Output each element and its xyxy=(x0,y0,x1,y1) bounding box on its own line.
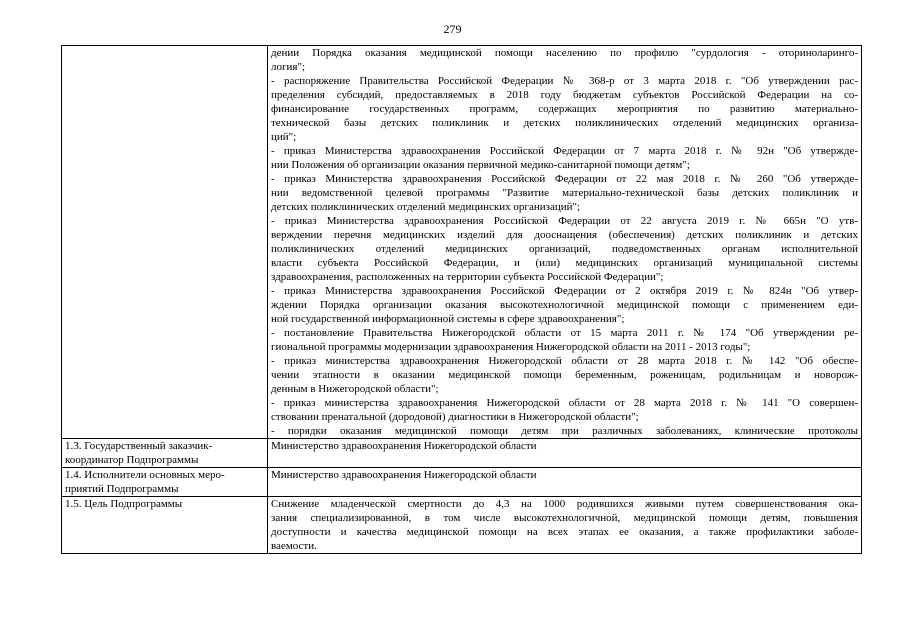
row-content-line: нии Положения об организации оказания первичной медико-санитарной помощи детям"; xyxy=(271,159,690,171)
row-content-line: зания специализированной, в том числе высокотехнологичной, медицинской помощи детям, повышения xyxy=(271,512,858,524)
row-content-line: дении Порядка оказания медицинской помощи населению по профилю "сурдология - оториноларинго- xyxy=(271,47,858,59)
row-content-cell xyxy=(268,439,862,468)
page-number: 279 xyxy=(443,22,462,36)
row-content-line: технической базы детских поликлиник и детских поликлинических отделений медицинских организа- xyxy=(271,117,858,129)
row-label-cell xyxy=(62,497,268,554)
row-content-line: ствовании пренатальной (дородовой) диагностики в Нижегородской области"; xyxy=(271,411,639,423)
row-content-line: здравоохранения, расположенных на территории субъекта Российской Федерации"; xyxy=(271,271,664,283)
row-label-line: приятий Подпрограммы xyxy=(65,483,179,495)
table-row xyxy=(62,46,862,439)
row-content-line: доступности и качества медицинской помощи на всех этапах ее оказания, а также профилактики заболе- xyxy=(271,526,858,538)
row-label-line: координатор Подпрограммы xyxy=(65,454,199,466)
row-content-line: чении этапности в оказании медицинской помощи беременным, роженицам, родильницам и новорож- xyxy=(271,369,858,381)
row-label-cell xyxy=(62,439,268,468)
row-content-line: - приказ Министерства здравоохранения Российской Федерации от 7 марта 2018 г. № 92н "Об утвержде- xyxy=(271,145,858,157)
row-content-line: ной государственной информационной системы в сфере здравоохранения"; xyxy=(271,313,625,325)
row-content-line: поликлинических отделений медицинских организаций, подведомственных органам исполнительной xyxy=(271,243,858,255)
subprogram-passport-table xyxy=(61,45,862,554)
row-label-cell xyxy=(62,468,268,497)
row-content-line: верждении перечня медицинских изделий для дооснащения (обеспечения) детских поликлиник и детских xyxy=(271,229,858,241)
row-content-line: - распоряжение Правительства Российской Федерации № 368-р от 3 марта 2018 г. "Об утверждении рас- xyxy=(271,75,858,87)
row-content-cell xyxy=(268,497,862,554)
row-content-line: - приказ Министерства здравоохранения Российской Федерации от 2 октября 2019 г. № 824н "Об утвер- xyxy=(271,285,858,297)
table-row xyxy=(62,439,862,468)
row-content-line: ций"; xyxy=(271,131,297,143)
row-content-line: - приказ Министерства здравоохранения Российской Федерации от 22 мая 2018 г. № 260 "Об утвержде- xyxy=(271,173,858,185)
row-content-line: власти субъекта Российской Федерации, и (или) медицинских организаций муниципальной системы xyxy=(271,257,858,269)
row-label-cell xyxy=(62,46,268,439)
row-content-line: - порядки оказания медицинской помощи детям при различных заболеваниях, клинические протоколы xyxy=(271,425,858,437)
row-content-line: Снижение младенческой смертности до 4,3 на 1000 родившихся живыми путем совершенствования ока- xyxy=(271,498,858,510)
row-content-line: ваемости. xyxy=(271,540,317,552)
row-content-line: Министерство здравоохранения Нижегородской области xyxy=(271,440,537,452)
row-content-line: детских поликлинических отделений медицинских организаций"; xyxy=(271,201,581,213)
table-row xyxy=(62,497,862,554)
row-content-cell xyxy=(268,468,862,497)
row-content-cell xyxy=(268,46,862,439)
row-content-line: ждении Порядка организации оказания высокотехнологичной медицинской помощи с применением еди- xyxy=(271,299,858,311)
row-content-line: Министерство здравоохранения Нижегородской области xyxy=(271,469,537,481)
row-content-line: - приказ Министерства здравоохранения Российской Федерации от 22 августа 2019 г. № 665н "О утв- xyxy=(271,215,858,227)
row-label-line: 1.4. Исполнители основных меро- xyxy=(65,469,225,481)
row-content-line: - постановление Правительства Нижегородской области от 15 марта 2011 г. № 174 "Об утверждении ре- xyxy=(271,327,858,339)
row-content-line: гиональной программы модернизации здравоохранения Нижегородской области на 2011 - 2013 годы"; xyxy=(271,341,751,353)
row-label-line: 1.5. Цель Подпрограммы xyxy=(65,498,183,510)
row-label-line: 1.3. Государственный заказчик- xyxy=(65,440,213,452)
row-content-line: финансирование государственных программ, содержащих мероприятия по развитию материально- xyxy=(271,103,858,115)
row-content-line: нии ведомственной целевой программы "Развитие материально-технической базы детских поликлиник и xyxy=(271,187,858,199)
row-content-line: - приказ министерства здравоохранения Нижегородской области от 28 марта 2018 г. № 141 "О совершен- xyxy=(271,397,858,409)
row-content-line: логия"; xyxy=(271,61,305,73)
table-row xyxy=(62,468,862,497)
row-content-line: денным в Нижегородской области"; xyxy=(271,383,439,395)
row-content-line: пределения субсидий, предоставляемых в 2018 году бюджетам субъектов Российской Федерации на со- xyxy=(271,89,858,101)
row-content-line: - приказ министерства здравоохранения Нижегородской области от 28 марта 2018 г. № 142 "Об обеспе- xyxy=(271,355,858,367)
